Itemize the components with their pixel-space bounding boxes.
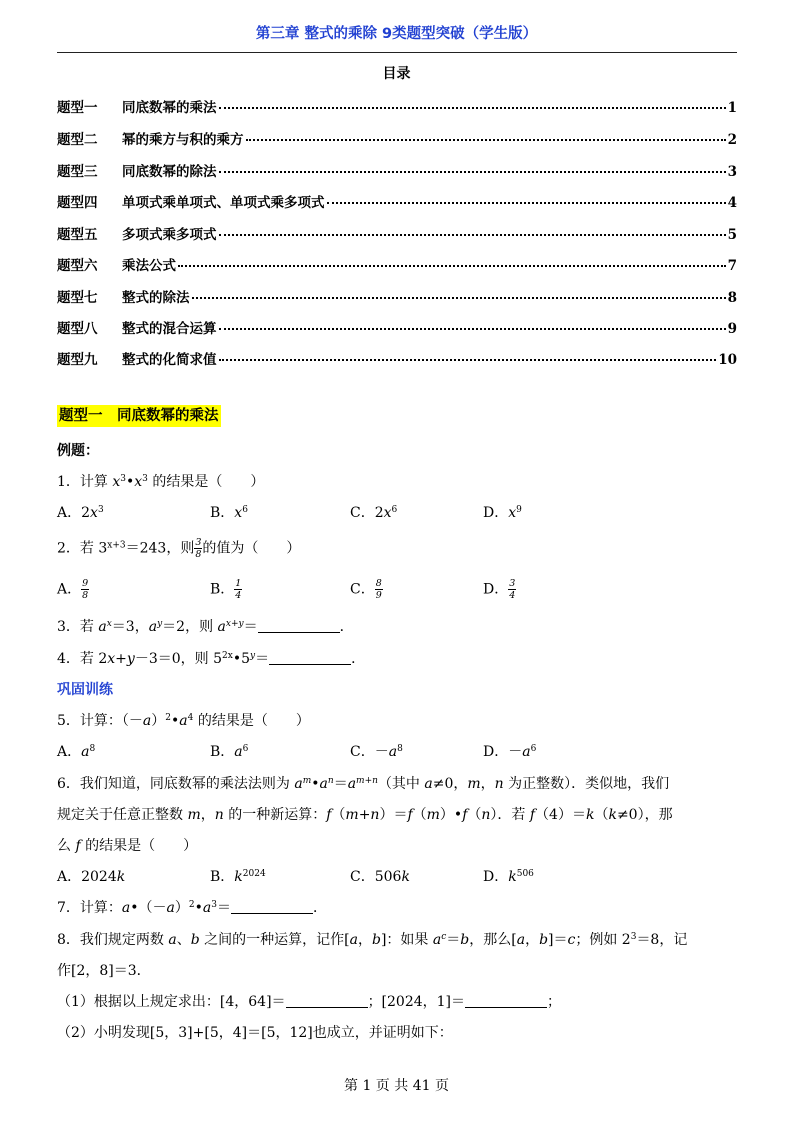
- question-2: 2．若 $3^{x+3}=243$，则 $\frac{3}{8}$ 的值为（ ）: [57, 537, 301, 560]
- option-c[interactable]: C．$2x^6$: [350, 505, 398, 521]
- question-1-options: [0, 502, 793, 522]
- toc-item[interactable]: [57, 128, 737, 148]
- toc-item[interactable]: [57, 223, 737, 243]
- toc-item-page: 7: [727, 258, 737, 274]
- option-c[interactable]: C． $\frac{8}{9}$: [350, 578, 382, 601]
- question-5-options: [0, 741, 793, 761]
- answer-blank[interactable]: [269, 652, 351, 665]
- toc-item-number: 题型八: [57, 321, 98, 337]
- question-7: 7．计算：$a•(-a)^2•a^3=$ ．: [57, 900, 327, 916]
- option-c[interactable]: C．506k: [350, 869, 410, 885]
- toc-item-page: 4: [727, 195, 737, 211]
- question-8-part-1: （1）根据以上规定求出：[4，64]＝ ；[2024，1]＝ ；: [57, 994, 562, 1010]
- toc-item-page: 5: [727, 227, 737, 243]
- toc-item-number: 题型四: [57, 195, 98, 211]
- option-a[interactable]: A．2024k: [57, 869, 126, 885]
- question-2-options: [0, 572, 793, 604]
- option-a[interactable]: A． $\frac{9}{8}$: [57, 578, 89, 601]
- toc-leader-dots: [219, 328, 726, 330]
- toc-item-number: 题型一: [57, 100, 98, 116]
- toc-item[interactable]: [57, 348, 737, 368]
- option-d[interactable]: D．$k^{506}$: [483, 869, 534, 885]
- toc-item-number: 题型二: [57, 132, 98, 148]
- toc-item-page: 1: [727, 100, 737, 116]
- toc-item[interactable]: [57, 317, 737, 337]
- toc-leader-dots: [327, 202, 726, 204]
- section-heading: 题型一 同底数幂的乘法: [57, 405, 221, 427]
- toc-item-page: 8: [727, 290, 737, 306]
- question-5: 5．计算：$(-a)^2•a^4$ 的结果是（ ）: [57, 713, 310, 729]
- option-d[interactable]: D．$x^9$: [483, 505, 522, 521]
- answer-blank[interactable]: [231, 901, 313, 914]
- option-b[interactable]: B． $\frac{1}{4}$: [210, 578, 242, 601]
- question-3: 3．若 $a^x=3$，$a^y=2$，则 $a^{x+y}=$ ．: [57, 619, 354, 635]
- toc-leader-dots: [178, 265, 726, 267]
- examples-label: 例题：: [57, 443, 99, 459]
- toc-item-title: 同底数幂的乘法: [122, 100, 217, 116]
- option-a[interactable]: A．$2x^3$: [57, 505, 104, 521]
- toc-item-title: 整式的化简求值: [122, 352, 217, 368]
- toc-item-page: 2: [727, 132, 737, 148]
- toc-item-title: 幂的乘方与积的乘方: [122, 132, 244, 148]
- toc-item-page: 10: [718, 352, 737, 368]
- question-8-line-1: 8．我们规定两数 a、b 之间的一种运算，记作[a，b]：如果 $a^c=b$，那么[a，b]＝c；例如 $2^3=8$，记: [57, 932, 688, 948]
- option-b[interactable]: B．$a^6$: [210, 744, 249, 760]
- toc-item-number: 题型九: [57, 352, 98, 368]
- toc-item-title: 多项式乘多项式: [122, 227, 217, 243]
- toc-item-title: 同底数幂的除法: [122, 164, 217, 180]
- toc-item[interactable]: [57, 160, 737, 180]
- header-divider: [57, 52, 737, 53]
- toc-item-title: 乘法公式: [122, 258, 176, 274]
- question-4: 4．若 2x+y－3＝0，则 $5^{2x}•5^y=$ ．: [57, 651, 366, 667]
- answer-blank[interactable]: [258, 620, 340, 633]
- question-6-line-2: 规定关于任意正整数 m，n 的一种新运算：f（m+n）＝f（m）•f（n）．若 f（4）＝k（k≠0），那: [57, 807, 673, 823]
- question-8-part-2: （2）小明发现[5，3]+[5，4]＝[5，12]也成立，并证明如下：: [57, 1025, 453, 1041]
- toc-item-page: 3: [727, 164, 737, 180]
- option-d[interactable]: D．$-a^6$: [483, 744, 537, 760]
- toc-leader-dots: [192, 297, 726, 299]
- toc-item-number: 题型六: [57, 258, 98, 274]
- toc-item-title: 单项式乘单项式、单项式乘多项式: [122, 195, 325, 211]
- toc-item[interactable]: [57, 96, 737, 116]
- question-6-line-1: 6．我们知道，同底数幂的乘法法则为 $a^m•a^n=a^{m+n}$（其中 a≠0，m，n 为正整数）．类似地，我们: [57, 776, 670, 792]
- page-footer: 第 1 页 共 41 页: [344, 1078, 449, 1094]
- toc-leader-dots: [219, 171, 726, 173]
- toc-leader-dots: [219, 234, 726, 236]
- question-8-line-2: 作[2，8]＝3．: [57, 963, 151, 979]
- toc-item[interactable]: [57, 191, 737, 211]
- toc-item[interactable]: [57, 254, 737, 274]
- toc-leader-dots: [219, 107, 726, 109]
- toc-leader-dots: [246, 139, 726, 141]
- option-a[interactable]: A．$a^8$: [57, 744, 96, 760]
- answer-blank[interactable]: [286, 995, 368, 1008]
- toc-item-number: 题型七: [57, 290, 98, 306]
- toc-item-number: 题型三: [57, 164, 98, 180]
- toc-leader-dots: [219, 359, 717, 361]
- toc-item-number: 题型五: [57, 227, 98, 243]
- document-header-title: 第三章 整式的乘除 9类题型突破（学生版）: [255, 26, 538, 42]
- toc-item-title: 整式的除法: [122, 290, 190, 306]
- toc-item[interactable]: [57, 286, 737, 306]
- answer-blank[interactable]: [465, 995, 547, 1008]
- toc-item-page: 9: [727, 321, 737, 337]
- option-b[interactable]: B．$k^{2024}$: [210, 869, 266, 885]
- question-6-options: [0, 866, 793, 886]
- question-6-line-3: 么 f 的结果是（ ）: [57, 838, 198, 854]
- option-c[interactable]: C．$-a^8$: [350, 744, 403, 760]
- toc-item-title: 整式的混合运算: [122, 321, 217, 337]
- question-1: 1．计算 $x^3•x^3$ 的结果是（ ）: [57, 474, 265, 490]
- option-d[interactable]: D． $\frac{3}{4}$: [483, 578, 516, 601]
- practice-label: 巩固训练: [57, 682, 113, 698]
- option-b[interactable]: B．$x^6$: [210, 505, 248, 521]
- toc-title: 目录: [382, 66, 411, 82]
- fraction: $\frac{3}{8}$: [195, 537, 202, 560]
